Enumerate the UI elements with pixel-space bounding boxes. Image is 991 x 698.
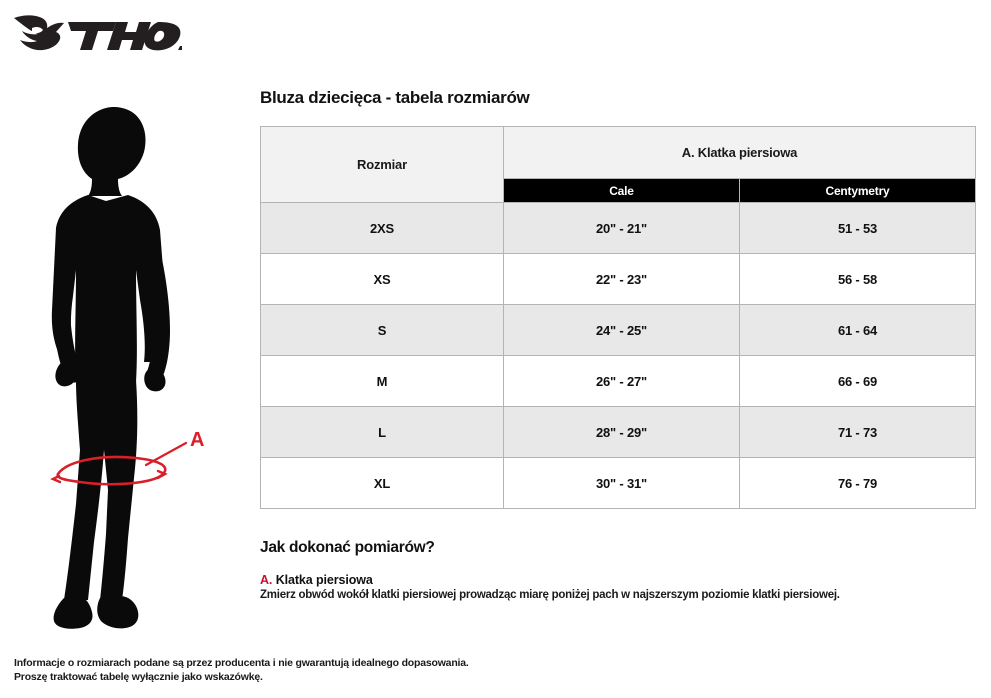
disclaimer-line-1: Informacje o rozmiarach podane są przez producenta i nie gwarantują idealnego dopasowania. <box>14 657 469 669</box>
thor-winged-helmet-icon <box>14 15 64 50</box>
thor-wordmark <box>68 22 182 50</box>
cell-inches: 22" - 23" <box>504 254 740 305</box>
cell-inches: 20" - 21" <box>504 203 740 254</box>
table-row <box>261 305 976 356</box>
measure-item-heading <box>260 573 976 587</box>
cell-inches: 28" - 29" <box>504 407 740 458</box>
table-row <box>261 254 976 305</box>
cell-inches: 26" - 27" <box>504 356 740 407</box>
measure-description: Zmierz obwód wokół klatki piersiowej prowadząc miarę poniżej pach w najszerszym poziomie klatki piersiowej. <box>260 589 840 601</box>
disclaimer-line-2: Proszę traktować tabelę wyłącznie jako wskazówkę. <box>14 670 263 683</box>
measure-name: Klatka piersiowa <box>275 573 373 587</box>
cell-centimeters: 71 - 73 <box>740 407 976 458</box>
table-row <box>261 458 976 509</box>
cell-size: L <box>261 407 504 458</box>
page-title: Bluza dziecięca - tabela rozmiarów <box>260 88 530 107</box>
cell-size: XS <box>261 254 504 305</box>
table-row <box>261 407 976 458</box>
cell-centimeters: 56 - 58 <box>740 254 976 305</box>
measurement-leader-line <box>146 443 186 465</box>
column-header-size: Rozmiar <box>261 127 504 203</box>
cell-inches: 24" - 25" <box>504 305 740 356</box>
table-row <box>261 356 976 407</box>
cell-size: 2XS <box>261 203 504 254</box>
column-header-inches: Cale <box>504 179 740 203</box>
table-header-row-primary <box>261 127 976 179</box>
cell-inches: 30" - 31" <box>504 458 740 509</box>
how-to-measure-title: Jak dokonać pomiarów? <box>260 539 435 556</box>
measurement-marker-label: A <box>190 429 205 451</box>
table-row <box>261 203 976 254</box>
cell-centimeters: 61 - 64 <box>740 305 976 356</box>
cell-size: S <box>261 305 504 356</box>
content-column <box>260 88 976 601</box>
measure-marker: A. <box>260 573 273 587</box>
cell-centimeters: 51 - 53 <box>740 203 976 254</box>
brand-logo <box>12 12 182 58</box>
cell-size: M <box>261 356 504 407</box>
column-header-centimeters: Centymetry <box>740 179 976 203</box>
column-group-header-chest: A. Klatka piersiowa <box>504 127 976 179</box>
table-header <box>261 127 976 203</box>
table-body <box>261 203 976 509</box>
cell-centimeters: 76 - 79 <box>740 458 976 509</box>
cell-size: XL <box>261 458 504 509</box>
cell-centimeters: 66 - 69 <box>740 356 976 407</box>
disclaimer-note <box>14 657 469 684</box>
measurement-figure <box>18 100 243 645</box>
child-body-silhouette-icon <box>52 107 170 629</box>
size-chart-table <box>260 126 976 509</box>
how-to-measure-section <box>260 539 976 601</box>
